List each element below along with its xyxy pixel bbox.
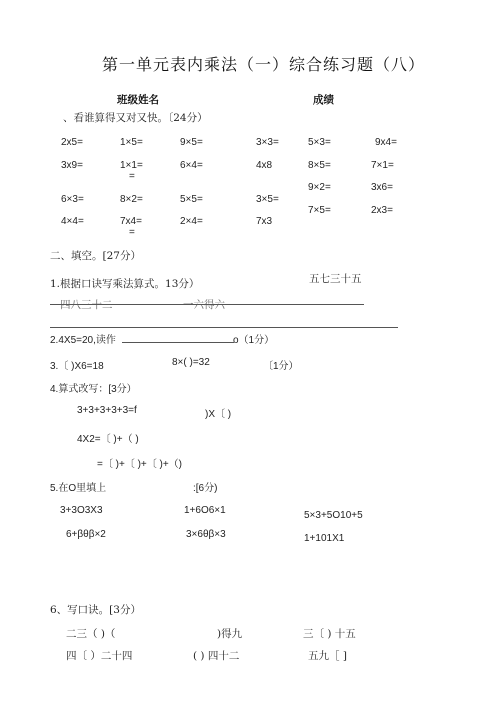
q5-item-5: 3×6θβ×3: [186, 529, 226, 540]
q3-part-a: 3.〔 )X6=18: [50, 361, 104, 372]
q1-fragment-a: 四八三十二: [60, 299, 113, 311]
s6-row2-c: 五九［ ]: [308, 650, 347, 662]
problem-r0-c4: 5×3=: [308, 137, 331, 148]
q1-answer-line[interactable]: [50, 304, 364, 305]
q5-item-2: 1+6O6×1: [184, 505, 226, 516]
q3-part-b: 8×( )=32: [172, 357, 210, 368]
problem-r2-c4: 9×2=: [308, 182, 331, 193]
q4-line3: =〔 )+〔 )+〔 )+（): [97, 459, 183, 470]
q2-answer-line[interactable]: [122, 342, 234, 343]
q1-right-text: 五七三十五: [309, 273, 362, 285]
section1-heading: 、看谁算得又对又快。〔24分）: [63, 112, 208, 124]
problem-r1-c0: 3x9=: [61, 160, 83, 171]
s6-row1-b: )得九: [217, 628, 243, 640]
problem-r1-c4: 8×5=: [308, 160, 331, 171]
problem-r1-c5: 7×1=: [371, 160, 394, 171]
q3-points: 〔1分）: [263, 361, 299, 372]
q1-label: 1.根据口诀写乘法算式。13分）: [50, 278, 200, 290]
q5-item-6: 1+101X1: [304, 533, 345, 544]
problem-r2-c2: 5×5=: [180, 194, 203, 205]
q1-fragment-b: 一六得六: [183, 299, 225, 311]
q2-top-line: [50, 327, 398, 328]
score-label: 成绩: [313, 94, 334, 106]
q5-item-3: 5×3+5O10+5: [304, 510, 363, 521]
q4-line1-a: 3+3+3+3+3=f: [77, 405, 137, 416]
q4-line2: 4X2=〔 )+（ ): [77, 434, 139, 445]
q2-label: 2.4X5=20,读作: [50, 335, 116, 346]
page-title: 第一单元表内乘法（一）综合练习题（八）: [102, 55, 426, 74]
problem-r0-c1: 1×5=: [120, 137, 143, 148]
extra-equals-1: =: [129, 171, 135, 182]
problem-r1-c1: 1×1=: [120, 160, 143, 171]
q5-label: 5.在O里填上: [50, 483, 107, 494]
problem-r2-c5: 3x6=: [371, 182, 393, 193]
s6-row1-c: 三〔 ) 十五: [303, 628, 356, 640]
problem-r3-c0: 4×4=: [61, 216, 84, 227]
problem-r3-c2: 2×4=: [180, 216, 203, 227]
name-label: 班级姓名: [117, 94, 159, 106]
q5-points: :[6分): [193, 483, 218, 494]
extra-equals-2: =: [129, 227, 135, 238]
q5-item-1: 3+3O3X3: [60, 505, 103, 516]
section6-heading: 6、写口诀。[3分）: [50, 604, 141, 616]
problem-r0-c2: 9×5=: [180, 137, 203, 148]
s6-row2-b: ( ) 四十二: [193, 650, 240, 662]
section2-heading: 二、填空。[27分）: [50, 250, 141, 262]
problem-r2-c1: 8×2=: [120, 194, 143, 205]
problem-r1-c3: 4x8: [256, 160, 273, 171]
problem-r0-c5: 9x4=: [375, 137, 397, 148]
q5-item-4: 6+βθβ×2: [66, 529, 106, 540]
problem-r3-c5: 2x3=: [371, 205, 393, 216]
problem-r2-c3: 3×5=: [256, 194, 279, 205]
problem-r1-c2: 6×4=: [180, 160, 203, 171]
s6-row1-a: 二三（ )（: [66, 628, 116, 640]
q2-tail: o（1分）: [233, 335, 275, 346]
s6-row2-a: 四〔 ）二十四: [66, 650, 133, 662]
problem-r0-c0: 2x5=: [61, 137, 83, 148]
q4-label: 4.算式改写：[3分）: [50, 384, 137, 395]
problem-r3-c4: 7×5=: [308, 205, 331, 216]
q4-line1-b: )X〔 ): [205, 409, 232, 420]
problem-r0-c3: 3×3=: [256, 137, 279, 148]
problem-r2-c0: 6×3=: [61, 194, 84, 205]
problem-r3-c3: 7x3: [256, 216, 273, 227]
problem-r3-c1: 7x4=: [120, 216, 142, 227]
